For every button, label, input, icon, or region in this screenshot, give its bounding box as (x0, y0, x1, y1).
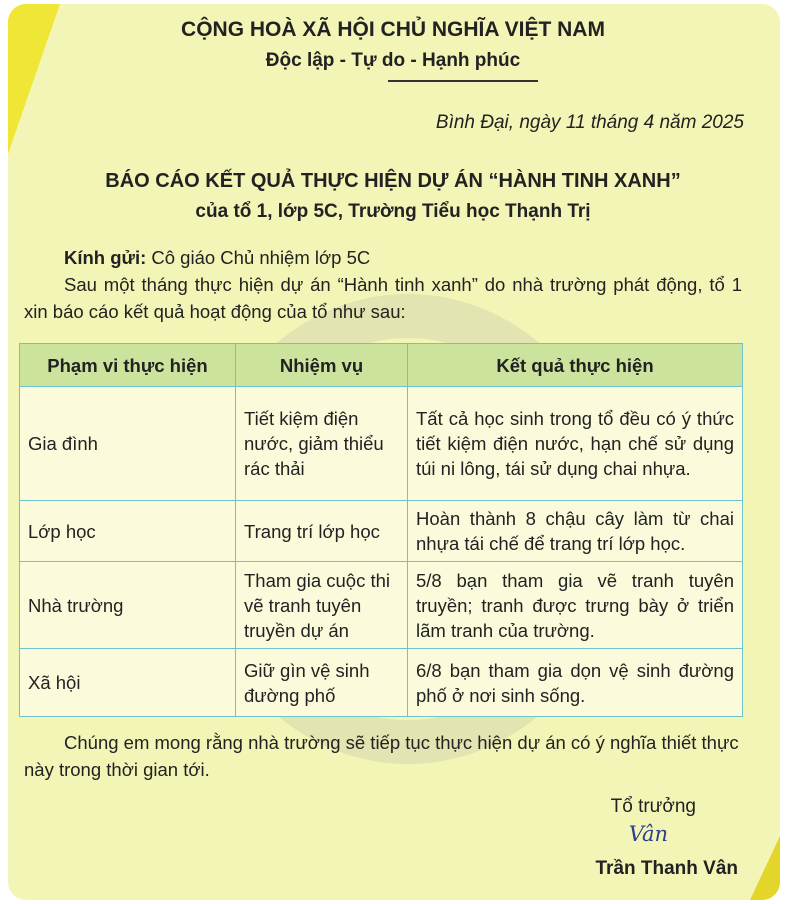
table-row (20, 387, 743, 501)
recipient-label: Kính gửi: (64, 247, 147, 268)
table-cell: Gia đình (20, 387, 236, 501)
report-title: BÁO CÁO KẾT QUẢ THỰC HIỆN DỰ ÁN “HÀNH TINH XANH” (105, 170, 681, 192)
column-header: Phạm vi thực hiện (20, 344, 236, 387)
table-cell: Lớp học (20, 501, 236, 562)
nation-heading: CỘNG HOÀ XÃ HỘI CHỦ NGHĨA VIỆT NAM (181, 18, 605, 41)
table-row (20, 501, 743, 562)
table-cell: Trang trí lớp học (236, 501, 408, 562)
table-cell: Xã hội (20, 649, 236, 717)
table-cell: Tiết kiệm điện nước, giảm thiểu rác thải (236, 387, 408, 501)
table-cell: Nhà trường (20, 562, 236, 649)
column-header: Nhiệm vụ (236, 344, 408, 387)
date-line: Bình Đại, ngày 11 tháng 4 năm 2025 (435, 112, 744, 133)
motto-underline (388, 80, 538, 82)
recipient-value: Cô giáo Chủ nhiệm lớp 5C (146, 247, 371, 268)
table-cell: Hoàn thành 8 chậu cây làm từ chai nhựa tái chế để trang trí lớp học. (408, 501, 743, 562)
report-subtitle: của tổ 1, lớp 5C, Trường Tiểu học Thạnh Trị (195, 201, 591, 222)
motto: Độc lập - Tự do - Hạnh phúc (265, 50, 521, 71)
intro-paragraph: Sau một tháng thực hiện dự án “Hành tinh xanh” do nhà trường phát động, tổ 1 xin báo cáo kết quả hoạt động của tổ như sau: (24, 274, 742, 322)
page-fold (750, 836, 780, 900)
table-cell: Giữ gìn vệ sinh đường phố (236, 649, 408, 717)
recipient-line (64, 244, 370, 271)
table-row (20, 562, 743, 649)
table-cell: 5/8 bạn tham gia vẽ tranh tuyên truyền; tranh được trưng bày ở triển lãm tranh của trường. (408, 562, 743, 649)
table-cell: Tất cả học sinh trong tổ đều có ý thức tiết kiệm điện nước, hạn chế sử dụng túi ni lông, tái sử dụng chai nhựa. (408, 387, 743, 501)
table-cell: 6/8 bạn tham gia dọn vệ sinh đường phố ở nơi sinh sống. (408, 649, 743, 717)
column-header: Kết quả thực hiện (408, 344, 743, 387)
table-cell: Tham gia cuộc thi vẽ tranh tuyên truyền dự án (236, 562, 408, 649)
results-table (19, 343, 743, 717)
signer-name: Trần Thanh Vân (595, 858, 738, 879)
table-row (20, 649, 743, 717)
signer-role: Tổ trưởng (610, 796, 696, 817)
table-header-row (20, 344, 743, 387)
closing-paragraph: Chúng em mong rằng nhà trường sẽ tiếp tục thực hiện dự án có ý nghĩa thiết thực này trong thời gian tới. (24, 732, 739, 780)
handwritten-signature: Vân (628, 822, 668, 846)
